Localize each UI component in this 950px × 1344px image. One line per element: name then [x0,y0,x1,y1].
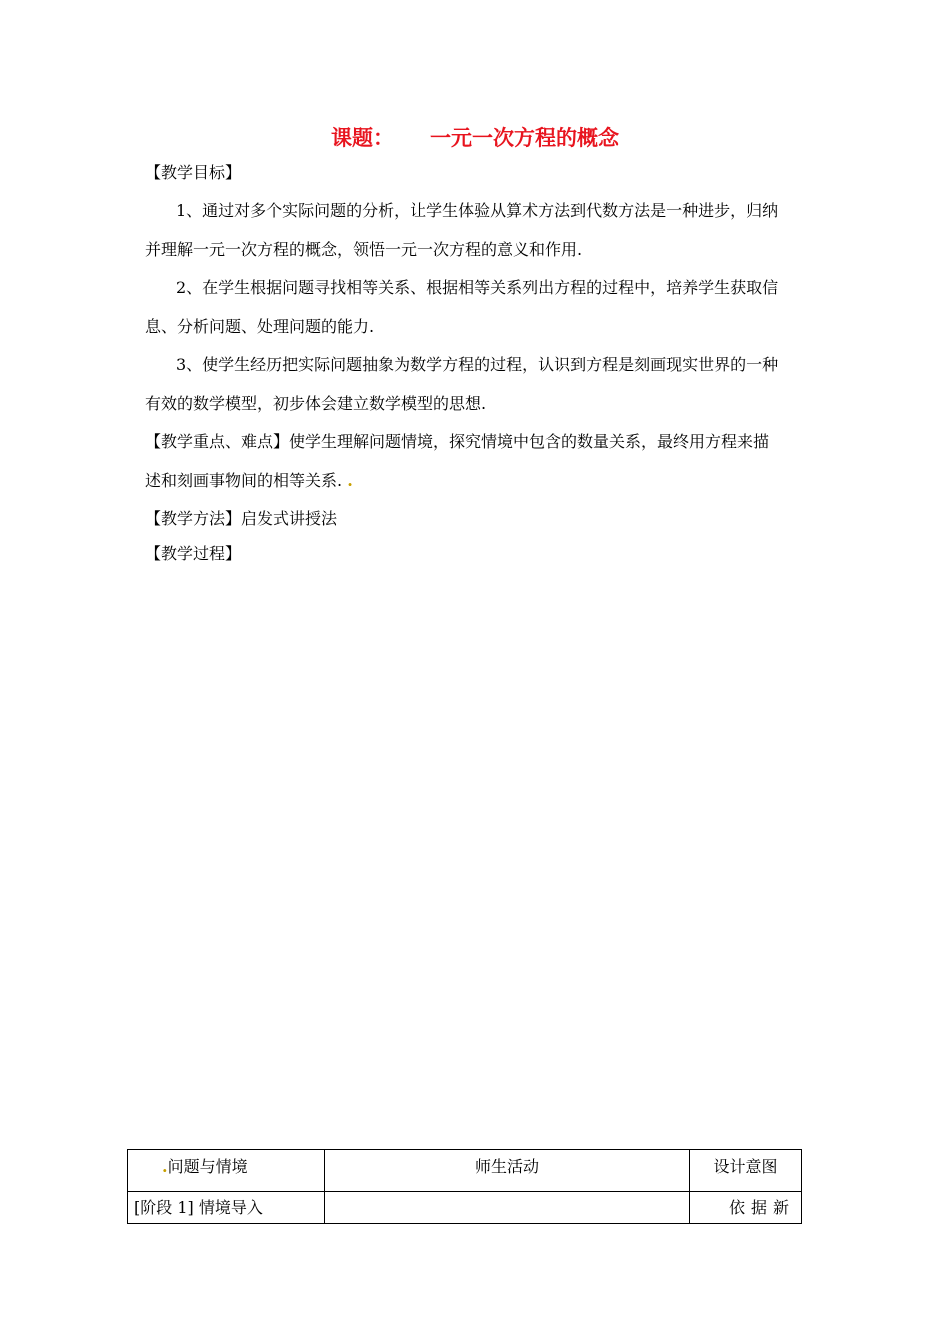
title-label: 课题： [331,126,394,150]
keypoints-line-2 [145,471,353,491]
keypoints-line-1: 【教学重点、难点】使学生理解问题情境，探究情境中包含的数量关系，最终用方程来描 [145,432,770,451]
table-row [128,1192,802,1224]
process-table [127,1149,802,1224]
header-col1 [128,1150,325,1192]
objective-1-line-2: 并理解一元一次方程的概念，领悟一元一次方程的意义和作用. [145,240,583,259]
header-col1-text: 问题与情境 [167,1157,248,1176]
teaching-method: 【教学方法】启发式讲授法 [145,509,338,528]
keypoints-line-2-text: 述和刻画事物间的相等关系. [145,471,343,490]
row1-col3: 依据新 [690,1192,802,1224]
keypoints-dot: . [347,471,353,490]
title-text: 一元一次方程的概念 [430,126,619,150]
table-header-row [128,1150,802,1192]
header-col2: 师生活动 [325,1150,690,1192]
page-title [0,122,950,152]
row1-col1: [阶段 1] 情境导入 [128,1192,325,1224]
objectives-heading: 【教学目标】 [145,163,242,182]
objective-3-line-1: 3、使学生经历把实际问题抽象为数学方程的过程，认识到方程是刻画现实世界的一种 [176,355,779,374]
header-col3: 设计意图 [690,1150,802,1192]
process-heading: 【教学过程】 [145,544,242,563]
row1-col2 [325,1192,690,1224]
objective-3-line-2: 有效的数学模型，初步体会建立数学模型的思想. [145,394,487,413]
objective-1-line-1: 1、通过对多个实际问题的分析，让学生体验从算术方法到代数方法是一种进步，归纳 [176,201,779,220]
objective-2-line-2: 息、分析问题、处理问题的能力. [145,317,375,336]
header-dot: . [162,1157,168,1176]
objective-2-line-1: 2、在学生根据问题寻找相等关系、根据相等关系列出方程的过程中，培养学生获取信 [176,278,779,297]
